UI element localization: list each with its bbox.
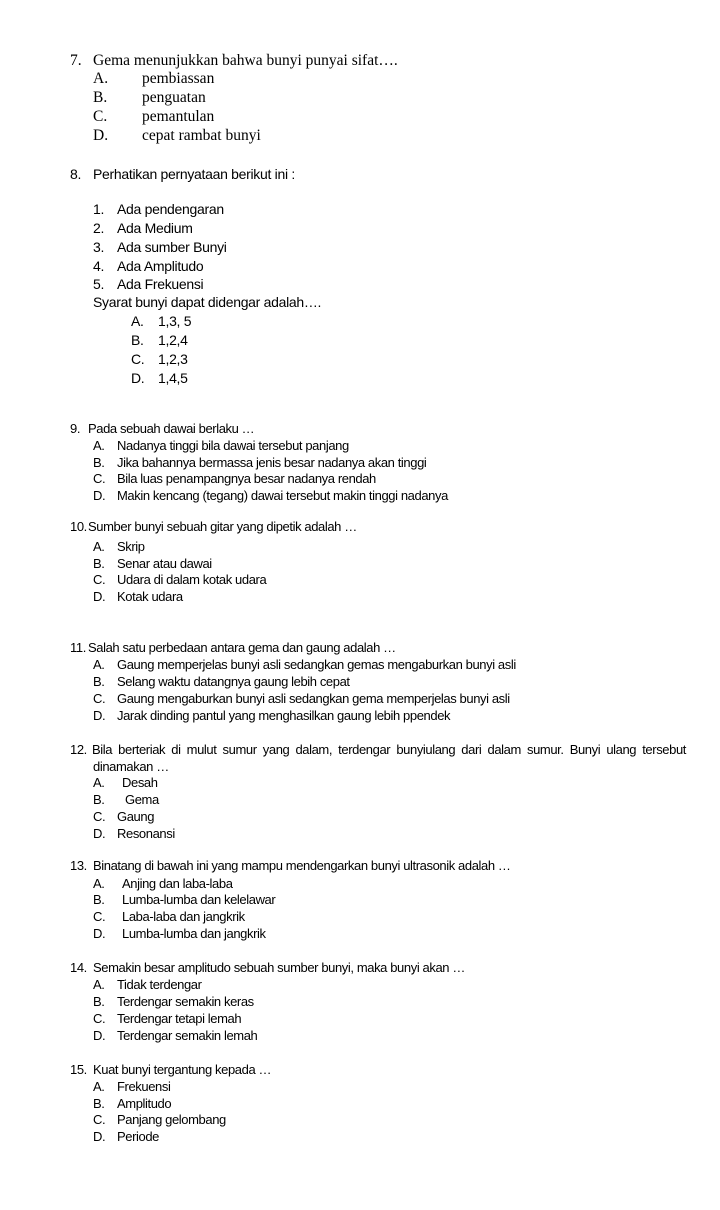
option-letter: C. <box>93 809 106 824</box>
option-letter: C. <box>93 691 106 706</box>
question-text-continued: dinamakan … <box>93 759 169 774</box>
option-letter: A. <box>93 438 105 453</box>
question-number: 11. <box>70 640 86 655</box>
option-text: Kotak udara <box>117 589 183 604</box>
option-text: Skrip <box>117 539 145 554</box>
option-text: Selang waktu datangnya gaung lebih cepat <box>117 674 350 689</box>
option-letter: C. <box>93 1011 106 1026</box>
option-letter: B. <box>93 89 108 106</box>
option-text: Terdengar tetapi lemah <box>117 1011 242 1026</box>
option-text: Bila luas penampangnya besar nadanya rendah <box>117 471 376 486</box>
option-text: Gaung mengaburkan bunyi asli sedangkan gema memperjelas bunyi asli <box>117 691 510 706</box>
option-text: cepat rambat bunyi <box>142 127 261 144</box>
option-letter: C. <box>93 1112 106 1127</box>
option-text: penguatan <box>142 89 206 106</box>
option-text: pemantulan <box>142 108 215 125</box>
option-text: Resonansi <box>117 826 175 841</box>
option-letter: B. <box>93 455 105 470</box>
option-text: Jarak dinding pantul yang menghasilkan gaung lebih ppendek <box>117 708 451 723</box>
option-text: Laba-laba dan jangkrik <box>122 909 245 924</box>
option-letter: A. <box>93 775 105 790</box>
option-text: pembiassan <box>142 70 215 87</box>
question-text: Kuat bunyi tergantung kepada … <box>93 1062 272 1077</box>
option-letter: C. <box>131 351 145 367</box>
question-text: Salah satu perbedaan antara gema dan gaung adalah … <box>88 640 396 655</box>
option-letter: C. <box>93 909 106 924</box>
option-text: Makin kencang (tegang) dawai tersebut makin tinggi nadanya <box>117 488 448 503</box>
option-letter: B. <box>93 1096 105 1111</box>
option-letter: D. <box>93 708 106 723</box>
statement-number: 2. <box>93 220 105 236</box>
option-letter: D. <box>93 488 106 503</box>
question-text: Bila berteriak di mulut sumur yang dalam, terdengar bunyiulang dari dalam sumur. Bunyi ulang tersebut <box>92 742 686 757</box>
option-letter: D. <box>93 926 106 941</box>
option-letter: D. <box>93 589 106 604</box>
option-letter: D. <box>93 1129 106 1144</box>
option-text: Gema <box>125 792 159 807</box>
option-text: Nadanya tinggi bila dawai tersebut panjang <box>117 438 349 453</box>
option-text: 1,4,5 <box>158 370 188 386</box>
question-text: Sumber bunyi sebuah gitar yang dipetik adalah … <box>88 519 357 534</box>
question-number: 15. <box>70 1062 87 1077</box>
option-letter: B. <box>93 792 105 807</box>
question-number: 13. <box>70 858 87 873</box>
question-number: 9. <box>70 421 81 436</box>
question-number: 14. <box>70 960 87 975</box>
statement-number: 5. <box>93 276 105 292</box>
option-letter: D. <box>131 370 145 386</box>
question-number: 12. <box>70 742 87 757</box>
option-text: Senar atau dawai <box>117 556 212 571</box>
option-text: Lumba-lumba dan kelelawar <box>122 892 276 907</box>
option-text: Gaung memperjelas bunyi asli sedangkan gemas mengaburkan bunyi asli <box>117 657 516 672</box>
option-letter: A. <box>93 876 105 891</box>
option-text: 1,2,3 <box>158 351 188 367</box>
option-text: 1,3, 5 <box>158 313 192 329</box>
option-text: Gaung <box>117 809 155 824</box>
option-letter: B. <box>93 674 105 689</box>
option-letter: A. <box>93 1079 105 1094</box>
option-letter: B. <box>93 994 105 1009</box>
question-text: Semakin besar amplitudo sebuah sumber bunyi, maka bunyi akan … <box>93 960 465 975</box>
statement-text: Ada Frekuensi <box>117 276 204 292</box>
option-letter: A. <box>131 313 144 329</box>
option-letter: B. <box>93 556 105 571</box>
option-letter: D. <box>93 1028 106 1043</box>
option-text: Tidak terdengar <box>117 977 202 992</box>
statement-text: Ada sumber Bunyi <box>117 239 227 255</box>
option-letter: A. <box>93 539 105 554</box>
option-letter: C. <box>93 108 108 125</box>
option-text: Periode <box>117 1129 160 1144</box>
option-text: Udara di dalam kotak udara <box>117 572 267 587</box>
option-text: 1,2,4 <box>158 332 188 348</box>
question-number: 7. <box>70 52 82 69</box>
option-letter: A. <box>93 70 109 87</box>
option-letter: B. <box>131 332 144 348</box>
question-prompt: Syarat bunyi dapat didengar adalah…. <box>93 294 322 310</box>
option-text: Lumba-lumba dan jangkrik <box>122 926 266 941</box>
option-text: Anjing dan laba-laba <box>122 876 233 891</box>
option-text: Frekuensi <box>117 1079 171 1094</box>
question-number: 10. <box>70 519 87 534</box>
option-letter: D. <box>93 826 106 841</box>
option-letter: C. <box>93 471 106 486</box>
question-text: Pada sebuah dawai berlaku … <box>88 421 255 436</box>
statement-number: 3. <box>93 239 105 255</box>
option-letter: D. <box>93 127 109 144</box>
option-letter: C. <box>93 572 106 587</box>
option-text: Amplitudo <box>117 1096 172 1111</box>
option-text: Terdengar semakin keras <box>117 994 254 1009</box>
option-text: Panjang gelombang <box>117 1112 226 1127</box>
option-letter: A. <box>93 657 105 672</box>
question-text: Binatang di bawah ini yang mampu mendengarkan bunyi ultrasonik adalah … <box>93 858 511 873</box>
option-letter: A. <box>93 977 105 992</box>
statement-text: Ada pendengaran <box>117 201 224 217</box>
statement-number: 4. <box>93 258 105 274</box>
question-text: Gema menunjukkan bahwa bunyi punyai sifat…. <box>93 52 398 69</box>
option-text: Jika bahannya bermassa jenis besar nadanya akan tinggi <box>117 455 427 470</box>
option-letter: B. <box>93 892 105 907</box>
statement-number: 1. <box>93 201 105 217</box>
question-number: 8. <box>70 166 82 182</box>
option-text: Terdengar semakin lemah <box>117 1028 258 1043</box>
question-text: Perhatikan pernyataan berikut ini : <box>93 166 295 182</box>
statement-text: Ada Amplitudo <box>117 258 204 274</box>
statement-text: Ada Medium <box>117 220 193 236</box>
option-text: Desah <box>122 775 158 790</box>
